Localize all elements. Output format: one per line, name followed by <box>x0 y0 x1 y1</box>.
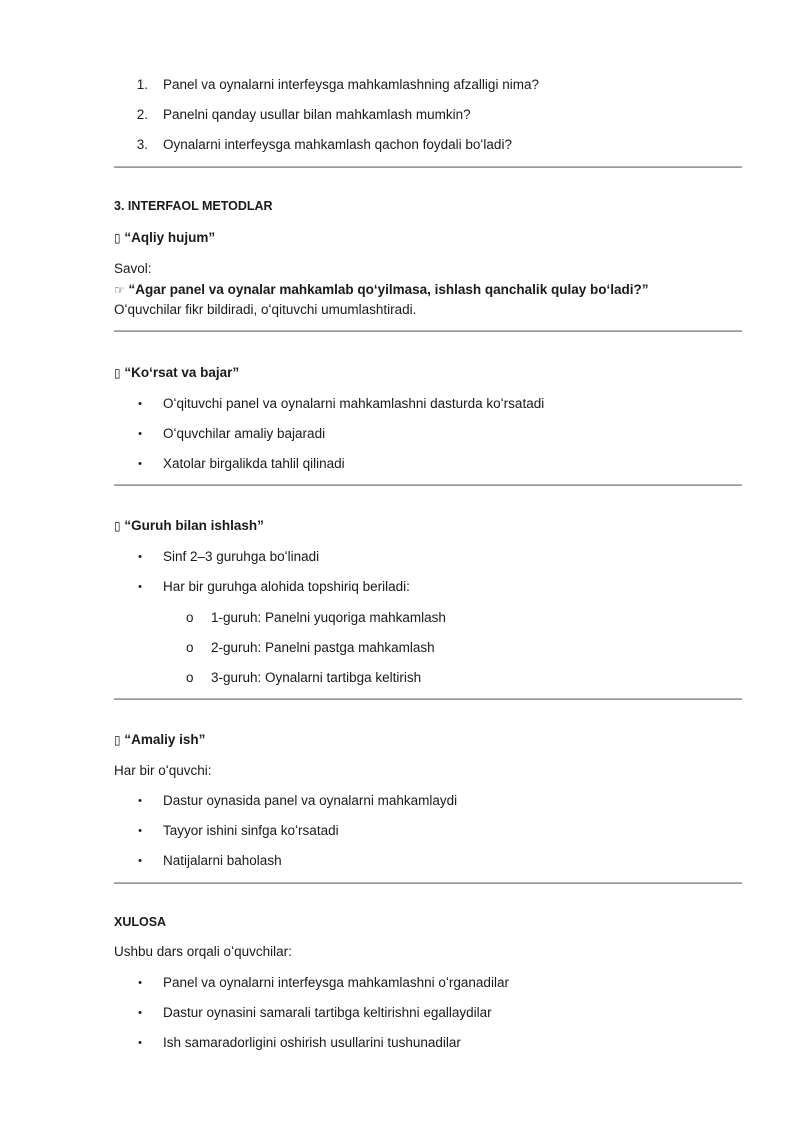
bullet-icon: • <box>138 551 142 563</box>
subsection-title-text: “Guruh bilan ishlash” <box>124 518 264 533</box>
question-label: Savol: <box>114 261 152 276</box>
sub-list-item: 3-guruh: Oynalarni tartibga keltirish <box>211 670 422 685</box>
list-intro: Ushbu dars orqali oʻquvchilar: <box>114 944 292 959</box>
section-heading: 3. INTERFAOL METODLAR <box>114 199 273 213</box>
pointing-hand-icon: ☞ <box>114 283 125 297</box>
subsection-title-korsat-va-bajar <box>114 364 239 382</box>
list-item: Panel va oynalarni interfeysga mahkamlashni oʻrganadilar <box>163 975 509 990</box>
sub-list-item: 2-guruh: Panelni pastga mahkamlash <box>211 640 435 655</box>
discussion-note: Oʻquvchilar fikr bildiradi, oʻqituvchi umumlashtiradi. <box>114 302 417 317</box>
horizontal-rule <box>114 484 742 486</box>
horizontal-rule <box>114 166 742 168</box>
sub-bullet-icon: o <box>186 610 194 625</box>
bullet-icon: • <box>138 855 142 867</box>
bullet-icon: • <box>138 795 142 807</box>
missing-glyph-icon: ▯ <box>114 733 121 747</box>
question-number: 3. <box>136 137 148 152</box>
list-item: Har bir guruhga alohida topshiriq beriladi: <box>163 579 410 594</box>
discussion-question-text: “Agar panel va oynalar mahkamlab qoʻyilmasa, ishlash qanchalik qulay boʻladi?” <box>128 282 649 297</box>
horizontal-rule <box>114 882 742 884</box>
bullet-icon: • <box>138 977 142 989</box>
sub-bullet-icon: o <box>186 640 194 655</box>
sub-bullet-icon: o <box>186 670 194 685</box>
list-item: Oʻqituvchi panel va oynalarni mahkamlashni dasturda koʻrsatadi <box>163 396 545 411</box>
conclusion-heading: XULOSA <box>114 915 167 929</box>
bullet-icon: • <box>138 1037 142 1049</box>
bullet-icon: • <box>138 428 142 440</box>
bullet-icon: • <box>138 398 142 410</box>
subsection-title-text: “Koʻrsat va bajar” <box>124 365 240 380</box>
list-item: Natijalarni baholash <box>163 853 282 868</box>
question-text: Panelni qanday usullar bilan mahkamlash mumkin? <box>163 107 471 122</box>
subsection-title-aqliy-hujum <box>114 229 215 247</box>
horizontal-rule <box>114 330 742 332</box>
list-intro: Har bir oʻquvchi: <box>114 763 212 778</box>
horizontal-rule <box>114 698 742 700</box>
subsection-title-guruh-bilan-ishlash <box>114 517 264 535</box>
missing-glyph-icon: ▯ <box>114 231 121 245</box>
list-item: Ish samaradorligini oshirish usullarini tushunadilar <box>163 1035 461 1050</box>
bullet-icon: • <box>138 1007 142 1019</box>
question-text: Oynalarni interfeysga mahkamlash qachon foydali boʻladi? <box>163 137 512 152</box>
question-number: 1. <box>136 77 148 92</box>
sub-list-item: 1-guruh: Panelni yuqoriga mahkamlash <box>211 610 446 625</box>
list-item: Oʻquvchilar amaliy bajaradi <box>163 426 326 441</box>
question-number: 2. <box>136 107 148 122</box>
discussion-question <box>114 281 648 299</box>
bullet-icon: • <box>138 825 142 837</box>
list-item: Xatolar birgalikda tahlil qilinadi <box>163 456 345 471</box>
list-item: Dastur oynasida panel va oynalarni mahkamlaydi <box>163 793 458 808</box>
missing-glyph-icon: ▯ <box>114 519 121 533</box>
bullet-icon: • <box>138 458 142 470</box>
list-item: Sinf 2–3 guruhga boʻlinadi <box>163 549 320 564</box>
list-item: Tayyor ishini sinfga koʻrsatadi <box>163 823 339 838</box>
missing-glyph-icon: ▯ <box>114 366 121 380</box>
bullet-icon: • <box>138 581 142 593</box>
subsection-title-text: “Aqliy hujum” <box>124 230 216 245</box>
subsection-title-amaliy-ish <box>114 731 205 749</box>
subsection-title-text: “Amaliy ish” <box>124 732 206 747</box>
list-item: Dastur oynasini samarali tartibga keltirishni egallaydilar <box>163 1005 492 1020</box>
question-text: Panel va oynalarni interfeysga mahkamlashning afzalligi nima? <box>163 77 539 92</box>
